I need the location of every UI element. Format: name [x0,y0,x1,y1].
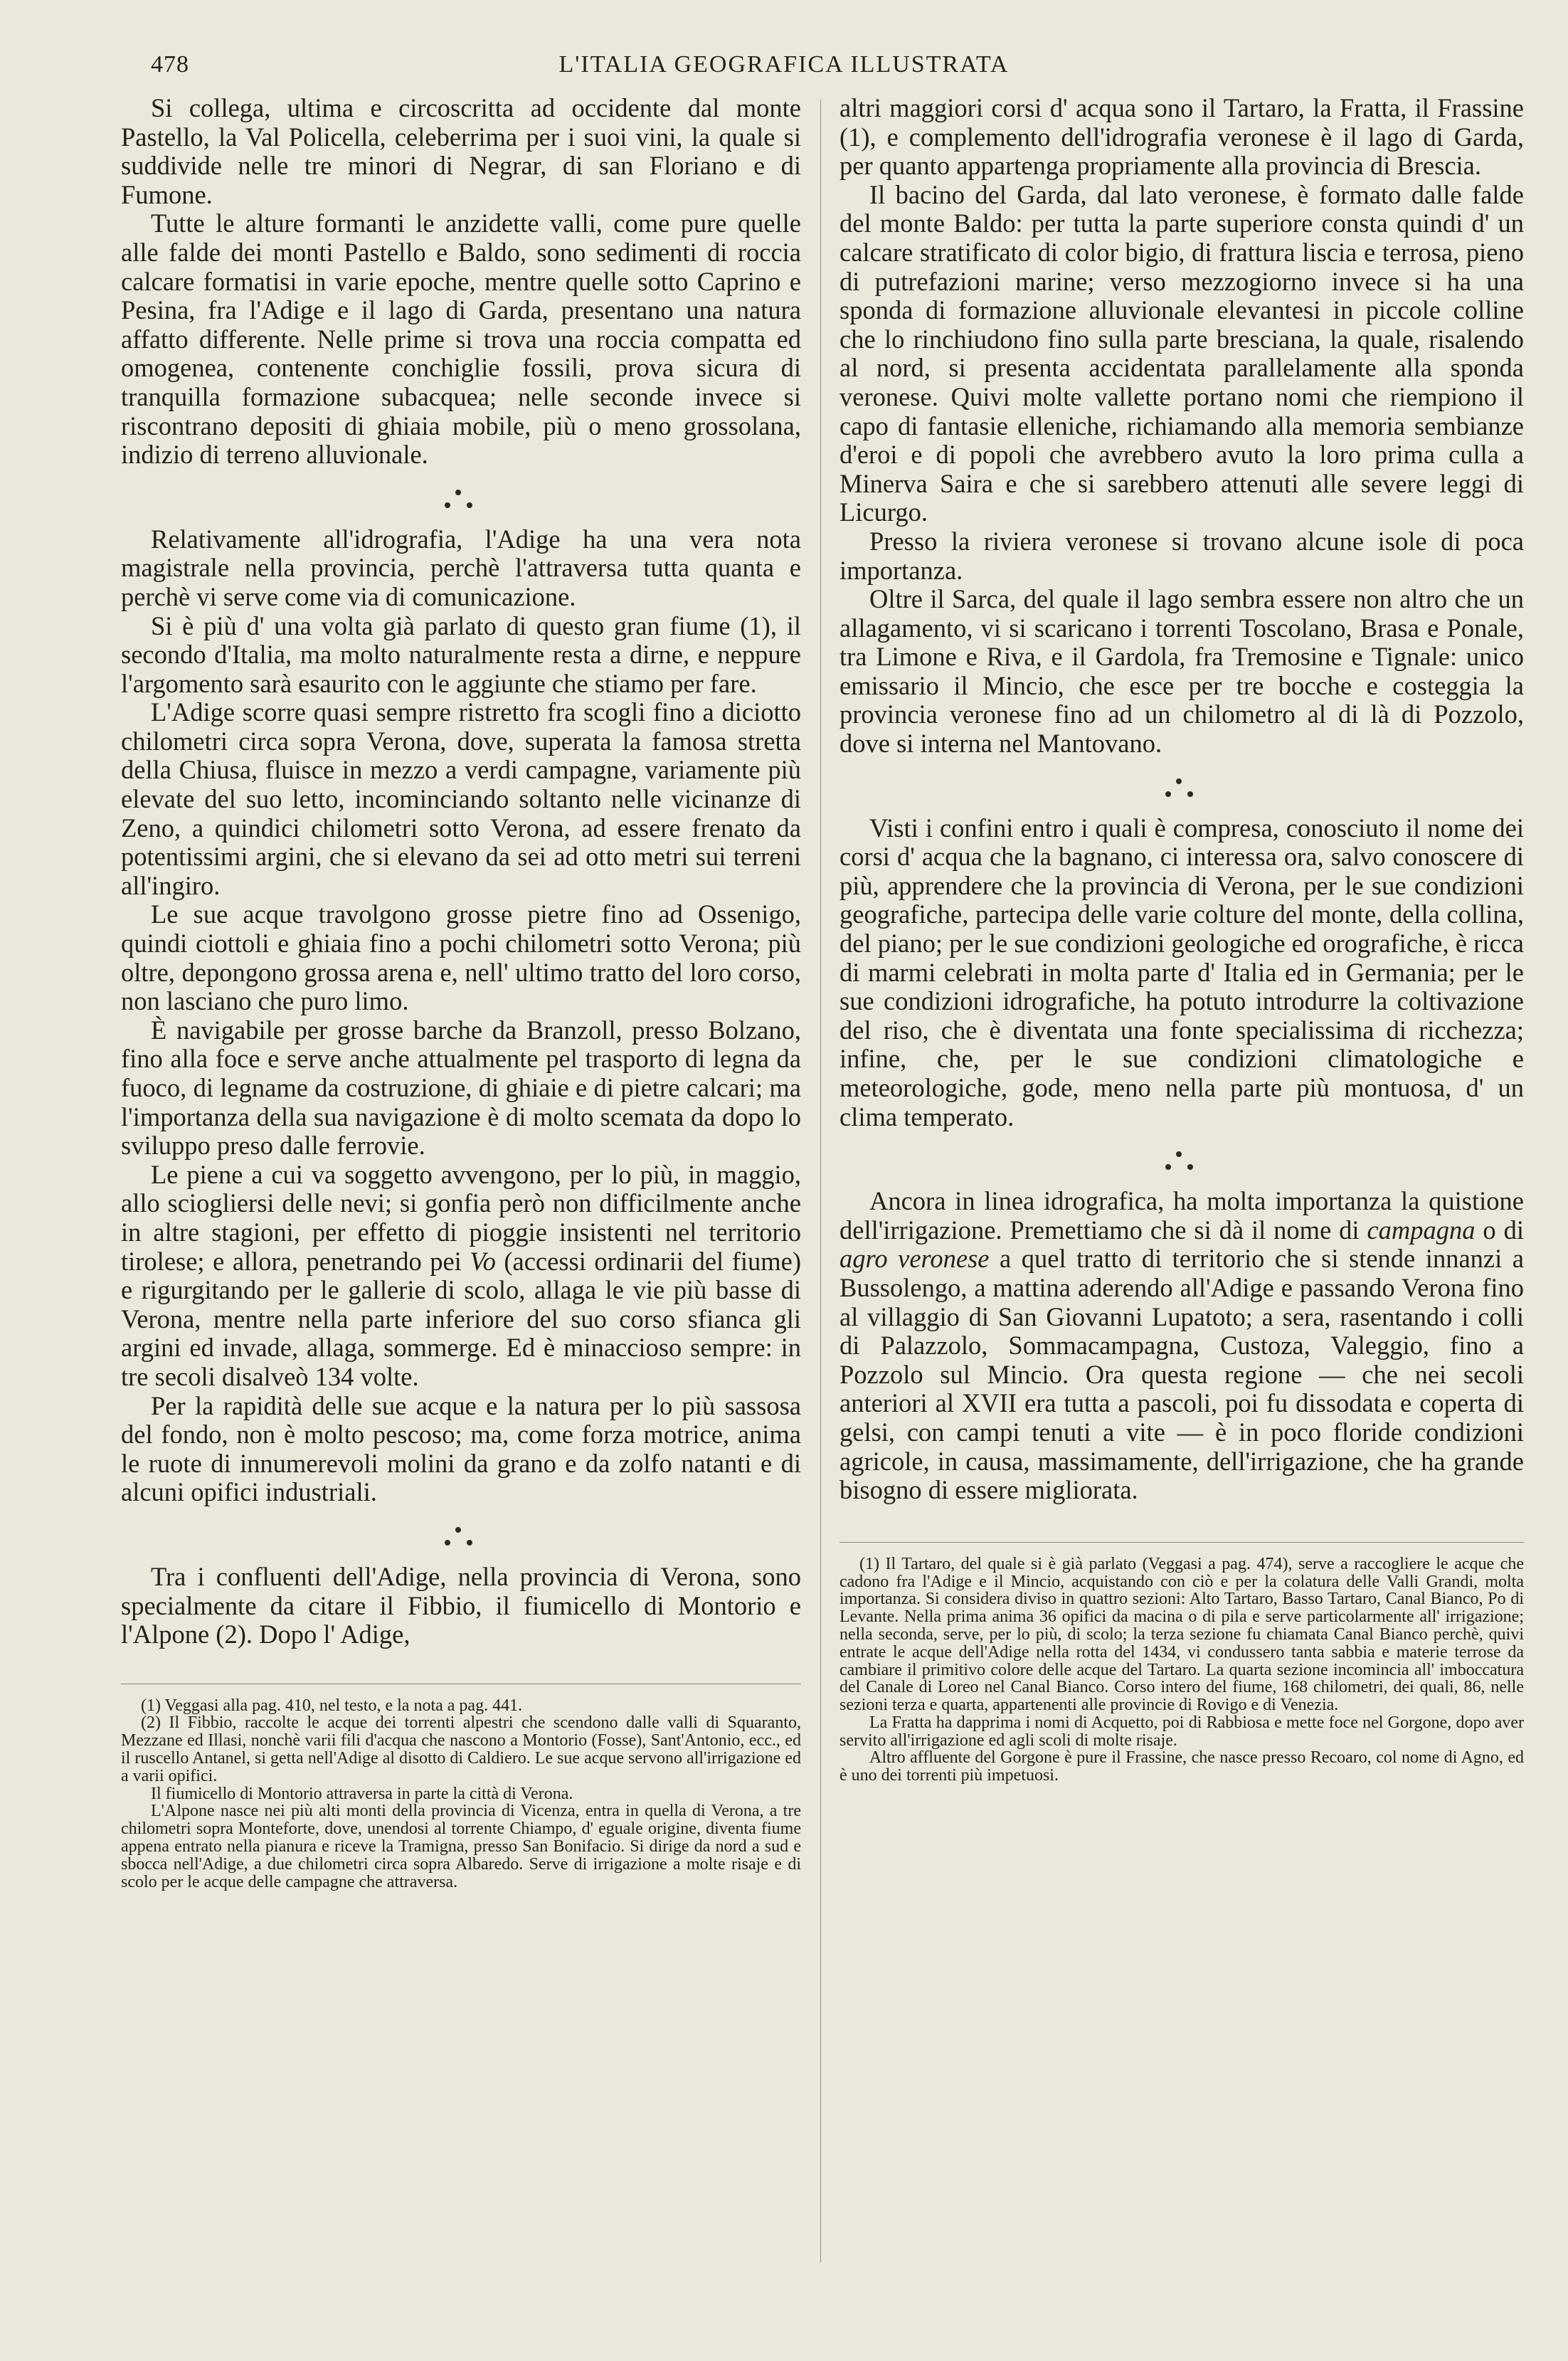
footnote-paragraph: La Fratta ha dapprima i nomi di Acquetto, poi di Rabbiosa e mette foce nel Gorgone, dopo aver servito all'irrigazione ed agli scoli di molte risaje. [839,1713,1524,1750]
footnotes [121,1684,801,1891]
paragraph: Le sue acque travolgono grosse pietre fino ad Ossenigo, quindi ciottoli e ghiaia fino a pochi chilometri sotto Verona; più oltre, depongono grossa arena e, nell' ultimo tratto del loro corso, non lasciano che puro limo. [121,899,801,1016]
footnote-paragraph: Il fiumicello di Montorio attraversa in parte la città di Verona. [151,1784,573,1803]
section-asterism [839,761,1524,807]
paragraph: Tra i confluenti dell'Adige, nella provincia di Verona, sono specialmente da citare il Fibbio, il fiumicello di Montorio e l'Alpone (2). Dopo l' Adige, [121,1561,801,1649]
paragraph: Si collega, ultima e circoscritta ad occidente dal monte Pastello, la Val Policella, celeberrima per i suoi vini, la quale si suddivide nelle tre minori di Negrar, di san Floriano e di Fumone. [121,93,801,209]
paragraph: Il bacino del Garda, dal lato veronese, è formato dalle falde del monte Baldo: per tutta la parte superiore consta quindi d' un calcare stratificato di color bigio, di frattura liscia e terrosa, pieno di putrefazioni marine; verso mezzogiorno invece si ha una sponda di formazione alluvionale elevantesi in piccole colline che lo rinchiudono fino sulla parte bresciana, la quale, risalendo al nord, si presenta accidentata parallelamente alla sponda veronese. Quivi molte vallette portano nomi che riempiono il capo di fantasie elleniche, richiamando alla memoria sembianze d'eroi e di popoli che avrebbero avuto la loro prima culla a Minerva Saira e che si sarebbero attenuti alle severe leggi di Licurgo. [839,179,1524,527]
text-run: Ancora in linea idrografica, ha molta importanza la quistione dell'irrigazione. Premettiamo che si dà il nome di [839,1186,1524,1245]
italic-term: agro veronese [839,1244,990,1274]
paragraph [839,1187,1524,1505]
running-head: L'ITALIA GEOGRAFICA ILLUSTRATA [558,51,1010,78]
paragraph: Tutte le alture formanti le anzidette valli, come pure quelle alle falde dei monti Pastello e Baldo, sono sedimenti di roccia calcare formatisi in varie epoche, mentre quelle sotto Caprino e Pesina, fra l'Adige e il lago di Garda, presentano una natura affatto differente. Nelle prime si trova una roccia compatta ed omogenea, contenente conchiglie fossili, prova sicura di tranquilla formazione subacquea; nelle seconde invece si riscontrano depositi di ghiaia mobile, più o meno grossolana, indizio di terreno alluvionale. [121,208,801,470]
section-asterism [839,1134,1524,1180]
footnote: (1) Il Tartaro, del quale si è già parlato (Veggasi a pag. 474), serve a raccogliere le acque che cadono fra l'Adige e il Mincio, acquistando con ciò e per la colatura delle Valli Grandi, molta importanza. Si considera diviso in quattro sezioni: Alto Tartaro, Basso Tartaro, Canal Bianco, Po di Levante. Nella prima anima 36 opifici da macina o di pila e serve particolarmente all' irrigazione; nella seconda, serve, per lo più, di scolo; la terza sezione fu chiamata Canal Bianco perchè, quivi entrate le acque dell'Adige nella rotta del 1434, vi condussero tanta sabbia e materie terrose da cambiare il primitivo colore delle acque del Tartaro. La quarta sezione incomincia all' imboccatura del Canale di Loreo nel Canal Bianco. Corso intero del fiume, 168 chilometri, dei quali, 86, nelle sezioni terza e quarta, appartenenti alle provincie di Rovigo e di Venezia. [839,1554,1524,1715]
paragraph: Relativamente all'idrografia, l'Adige ha una vera nota magistrale nella provincia, perchè l'attraversa tutta quanta e perchè vi serve come via di comunicazione. [121,524,801,611]
left-column [121,94,801,1891]
footnotes [839,1542,1524,1785]
footnote: (2) Il Fibbio, raccolte le acque dei torrenti alpestri che scendono dalle valli di Squaranto, Mezzane ed Illasi, nonchè varii fili d'acqua che nascono a Montorio (Fosse), Sant'Antonio, ecc., ed il ruscello Antanel, si getta nell'Adige al disotto di Caldiero. Le sue acque servono all'irrigazione ed a varii opifici. [121,1713,801,1785]
footnote: (1) Veggasi alla pag. 410, nel testo, e la nota a pag. 441. [141,1696,523,1715]
paragraph: Si è più d' una volta già parlato di questo gran fiume (1), il secondo d'Italia, ma molto naturalmente resta a dirne, e neppure l'argomento sarà esaurito con le aggiunte che stiamo per fare. [121,611,801,698]
text-run: (accessi ordinarii del fiume) e rigurgitando per le gallerie di scolo, allaga le vie più basse di Verona, mentre nella parte inferiore del suo corso sfianca gli argini ed invade, allaga, sommerge. Ed è minaccioso sempre: in tre secoli disalveò 134 volte. [121,1246,801,1391]
right-column [839,94,1524,1785]
paragraph: L'Adige scorre quasi sempre ristretto fra scogli fino a diciotto chilometri circa sopra Verona, dove, superata la famosa stretta della Chiusa, fluisce in mezzo a verdi campagne, variamente più elevate del suo letto, incominciando soltanto nelle vicinanze di Zeno, a quindici chilometri sotto Verona, ad essere frenato da potentissimi argini, che si elevano da sei ad otto metri sui terreni all'ingiro. [121,697,801,900]
footnote-paragraph: Altro affluente del Gorgone è pure il Frassine, che nasce presso Recoaro, col nome di Agno, ed è uno dei torrenti più impetuosi. [839,1748,1524,1785]
paragraph: altri maggiori corsi d' acqua sono il Tartaro, la Fratta, il Frassine (1), e complemento dell'idrografia veronese è il lago di Garda, per quanto appartenga propriamente alla provincia di Brescia. [839,93,1524,181]
paragraph: Oltre il Sarca, del quale il lago sembra essere non altro che un allagamento, vi si scaricano i torrenti Toscolano, Brasa e Ponale, tra Limone e Riva, e il Gardola, fra Tremosine e Tignale: unico emissario il Mincio, che esce per tre bocche e costeggia la provincia veronese fino ad un chilometro al di là di Pozzolo, dove si interna nel Mantovano. [839,584,1524,759]
section-asterism [121,1510,801,1555]
text-run: a quel tratto di territorio che si stende innanzi a Bussolengo, a mattina aderendo all'Adige e passando Verona fino al villaggio di San Giovanni Lupatoto; a sera, rasentando i colli di Palazzolo, Sommacampagna, Custoza, Valeggio, fino a Pozzolo sul Mincio. Ora questa regione — che nei secoli anteriori al XVII era tutta a pascoli, poi fu dissodata e coperta di gelsi, con campi tenuti a vite — è in poco floride condizioni agricole, in causa, massimamente, dell'irrigazione, che ha grande bisogno di essere migliorata. [839,1244,1524,1505]
paragraph: Visti i confini entro i quali è compresa, conosciuto il nome dei corsi d' acqua che la bagnano, ci interessa ora, salvo conoscere di più, apprendere che la provincia di Verona, per le sue condizioni geografiche, partecipa delle varie colture del monte, della collina, del piano; per le sue condizioni geologiche ed orografiche, è ricca di marmi celebrati in molta parte d' Italia ed in Germania; per le sue condizioni idrografiche, ha potuto introdurre la coltivazione del riso, che è diventata una fonte specialissima di ricchezza; infine, che, per le sue condizioni climatologiche e meteorologiche, gode, meno nella parte più montuosa, d' un clima temperato. [839,813,1524,1131]
column-divider [820,100,821,2263]
italic-term: campagna [1367,1215,1476,1245]
paragraph [121,1161,801,1392]
paragraph: Presso la riviera veronese si trovano alcune isole di poca importanza. [839,526,1524,585]
footnote-paragraph: L'Alpone nasce nei più alti monti della provincia di Vicenza, entra in quella di Verona, a tre chilometri sopra Monteforte, dove, unendosi al torrente Chiampo, d' eguale origine, diventa fiume appena entrato nella pianura e riceve la Tramigna, presso San Bonifacio. Si dirige da nord a sud e sbocca nell'Adige, a due chilometri circa sopra Albaredo. Serve di irrigazione a molte risaje e di scolo per le acque delle campagne che attraversa. [121,1802,801,1891]
text-run: Le piene a cui va soggetto avvengono, per lo più, in maggio, allo sciogliersi delle nevi; si gonfia però non difficilmente anche in altre stagioni, per effetto di pioggie insistenti nel territorio tirolese; e allora, penetrando pei [121,1159,801,1276]
text-run: o di [1475,1215,1524,1245]
italic-term: Vo [470,1246,496,1276]
paragraph: Per la rapidità delle sue acque e la natura per lo più sassosa del fondo, non è molto pescoso; ma, come forza motrice, anima le ruote di innumerevoli molini da grano e da zolfo natanti e di alcuni opifici industriali. [121,1390,801,1507]
section-asterism [121,472,801,518]
page-number: 478 [151,51,189,78]
paragraph: È navigabile per grosse barche da Branzoll, presso Bolzano, fino alla foce e serve anche attualmente pel trasporto di legna da fuoco, di legname da costruzione, di ghiaie e di pietre calcari; ma l'importanza della sua navigazione è di molto scemata da dopo lo sviluppo preso dalle ferrovie. [121,1015,801,1161]
